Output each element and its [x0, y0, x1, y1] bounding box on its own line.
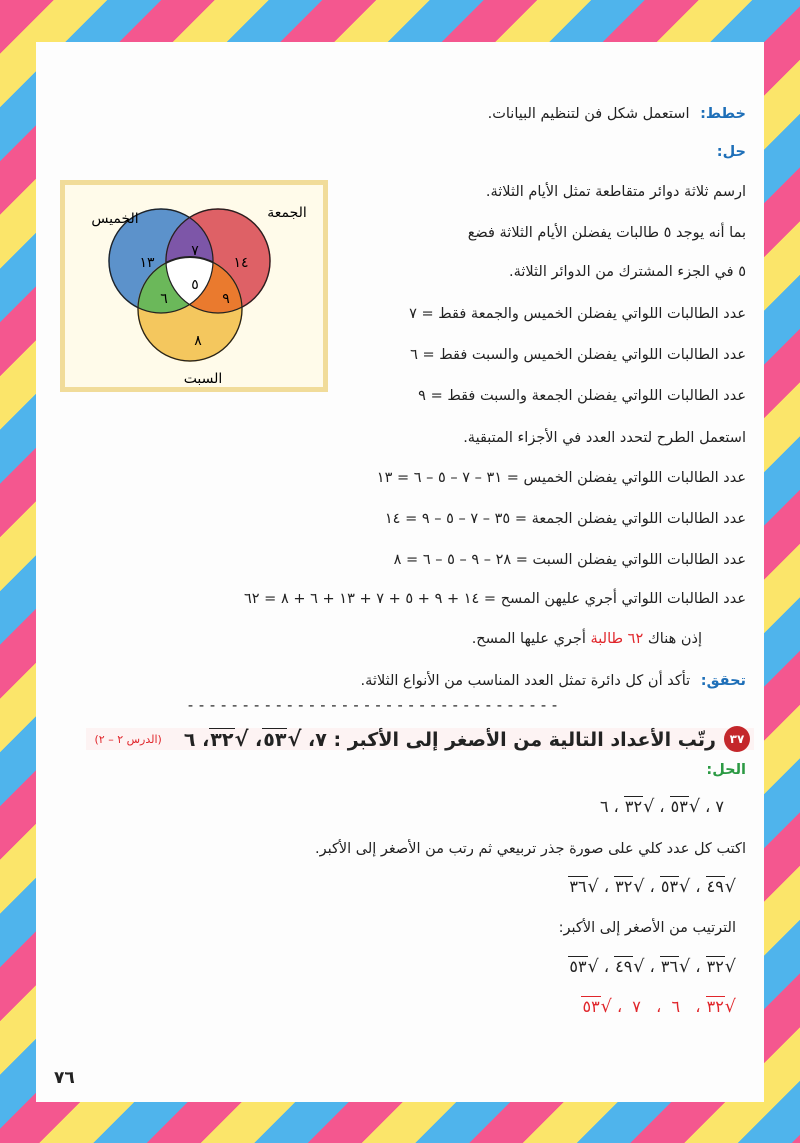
step3-line: √٤٩ ، √٥٣ ، √٣٢ ، √٣٦ — [569, 877, 736, 897]
step3-item: ٤٩ — [706, 877, 724, 896]
region-saturday-only: ٨ — [194, 333, 202, 349]
textbook-page — [36, 42, 764, 1102]
step1-item: ٥٣ — [670, 797, 688, 816]
final-item: ٦ — [671, 997, 681, 1016]
solution-line: استعمل الطرح لتحدد العدد في الأجزاء المتبقية. — [463, 430, 746, 446]
question-text: رتّب الأعداد التالية من الأصغر إلى الأكبر : ٧، √٥٣، √٣٢، ٦ — [183, 727, 716, 751]
thursday-label: الخميس — [91, 211, 139, 227]
friday-label: الجمعة — [267, 205, 307, 221]
sqrt-icon: √ — [234, 727, 249, 751]
check-label: تحقق: — [700, 673, 746, 689]
final-order-line: √٣٢ ، ٦ ، ٧ ، √٥٣ — [582, 997, 736, 1017]
step4-line: √٣٢ ، √٣٦ ، √٤٩ ، √٥٣ — [569, 957, 736, 977]
sqrt-icon: √ — [287, 727, 302, 751]
question-number-badge: ٣٧ — [724, 726, 750, 752]
sqrt-icon: √ — [724, 877, 736, 897]
separator-dashes: ---------------------------------- — [186, 696, 562, 714]
conclusion-after: أجري عليها المسح. — [471, 631, 586, 647]
solution-line: عدد الطالبات اللواتي يفضلن الخميس والجمعة فقط = ٧ — [409, 306, 746, 322]
step1-item: ٣٢ — [624, 797, 643, 816]
lesson-reference: (الدرس ٢ – ٢) — [94, 732, 162, 746]
sqrt-icon: √ — [724, 997, 736, 1017]
region-thu-sat: ٦ — [160, 291, 168, 307]
solution-line: عدد الطالبات اللواتي يفضلن الخميس = ٣١ – ٧ – ٥ – ٦ = ١٣ — [376, 470, 746, 486]
region-all-three: ٥ — [191, 277, 199, 293]
solution-line: عدد الطالبات اللواتي يفضلن السبت = ٢٨ – ٩ – ٥ – ٦ = ٨ — [393, 552, 746, 568]
step3-item: ٣٦ — [569, 877, 587, 896]
step3-item: ٥٣ — [660, 877, 679, 896]
answer-label: الحل: — [706, 762, 746, 778]
venn-diagram-box — [60, 180, 328, 392]
step1-item: ٧ — [715, 797, 724, 816]
conclusion-before: إذن هناك — [647, 631, 702, 647]
solve-line — [711, 142, 746, 162]
step4-item: ٣٢ — [706, 957, 724, 976]
check-text: تأكد أن كل دائرة تمثل العدد المناسب من الأنواع الثلاثة. — [360, 673, 691, 689]
step2-line: اكتب كل عدد كلي على صورة جذر تربيعي ثم رتب من الأصغر إلى الأكبر. — [315, 841, 746, 857]
sqrt-icon: √ — [643, 797, 655, 817]
step3-item: ٣٢ — [615, 877, 633, 896]
region-friday-only: ١٤ — [233, 255, 249, 271]
solve-label: حل: — [716, 144, 746, 160]
answer-label-line — [706, 760, 746, 780]
sqrt-icon: √ — [587, 957, 599, 977]
check-line — [361, 671, 746, 691]
sqrt-icon: √ — [633, 877, 645, 897]
final-item: ٧ — [632, 997, 641, 1016]
plan-line — [488, 104, 746, 124]
question-row — [94, 724, 750, 754]
question-item: ٥٣ — [263, 729, 287, 751]
solution-line: عدد الطالبات اللواتي أجري عليهن المسح = ١٤ + ٩ + ٥ + ٧ + ١٣ + ٦ + ٨ = ٦٢ — [243, 591, 746, 607]
solution-line: عدد الطالبات اللواتي يفضلن الجمعة والسبت فقط = ٩ — [418, 388, 746, 404]
sqrt-icon: √ — [679, 957, 691, 977]
question-item: ٣٢ — [210, 729, 234, 751]
step4-item: ٣٦ — [660, 957, 679, 976]
venn-diagram — [65, 185, 323, 387]
page-number: ٧٦ — [54, 1068, 75, 1088]
region-thursday-only: ١٣ — [139, 255, 155, 271]
final-item: ٣٢ — [706, 997, 724, 1016]
sqrt-icon: √ — [679, 877, 691, 897]
step4-item: ٥٣ — [569, 957, 587, 976]
question-item: ٦ — [183, 729, 196, 751]
solution-line: ٥ في الجزء المشترك من الدوائر الثلاثة. — [508, 264, 746, 280]
conclusion-highlight: ٦٢ طالبة — [590, 631, 644, 647]
saturday-label: السبت — [183, 371, 223, 387]
region-thu-fri: ٧ — [191, 243, 199, 259]
solution-line: عدد الطالبات اللواتي يفضلن الخميس والسبت فقط = ٦ — [410, 347, 746, 363]
step1-item: ٦ — [599, 797, 609, 816]
solution-line: عدد الطالبات اللواتي يفضلن الجمعة = ٣٥ – ٧ – ٥ – ٩ = ١٤ — [384, 511, 746, 527]
solution-line: ارسم ثلاثة دوائر متقاطعة تمثل الأيام الثلاثة. — [485, 184, 746, 200]
question-item: ٧ — [315, 729, 327, 751]
sqrt-icon: √ — [688, 797, 701, 817]
solution-line: بما أنه يوجد ٥ طالبات يفضلن الأيام الثلاثة فضع — [467, 225, 746, 241]
sqrt-icon: √ — [600, 997, 612, 1017]
plan-text: استعمل شكل فن لتنظيم البيانات. — [487, 106, 690, 122]
order-label-line: الترتيب من الأصغر إلى الأكبر: — [558, 920, 736, 936]
plan-label: خطط: — [700, 106, 746, 122]
conclusion-line — [472, 629, 702, 649]
question-prompt: رتّب الأعداد التالية من الأصغر إلى الأكبر : — [333, 729, 716, 751]
sqrt-icon: √ — [724, 957, 736, 977]
step4-item: ٤٩ — [615, 957, 633, 976]
sqrt-icon: √ — [587, 877, 599, 897]
final-item: ٥٣ — [582, 997, 600, 1016]
step1-line: ٧ ، √٥٣ ، √٣٢ ، ٦ — [599, 797, 724, 817]
sqrt-icon: √ — [633, 957, 645, 977]
region-fri-sat: ٩ — [222, 291, 230, 307]
